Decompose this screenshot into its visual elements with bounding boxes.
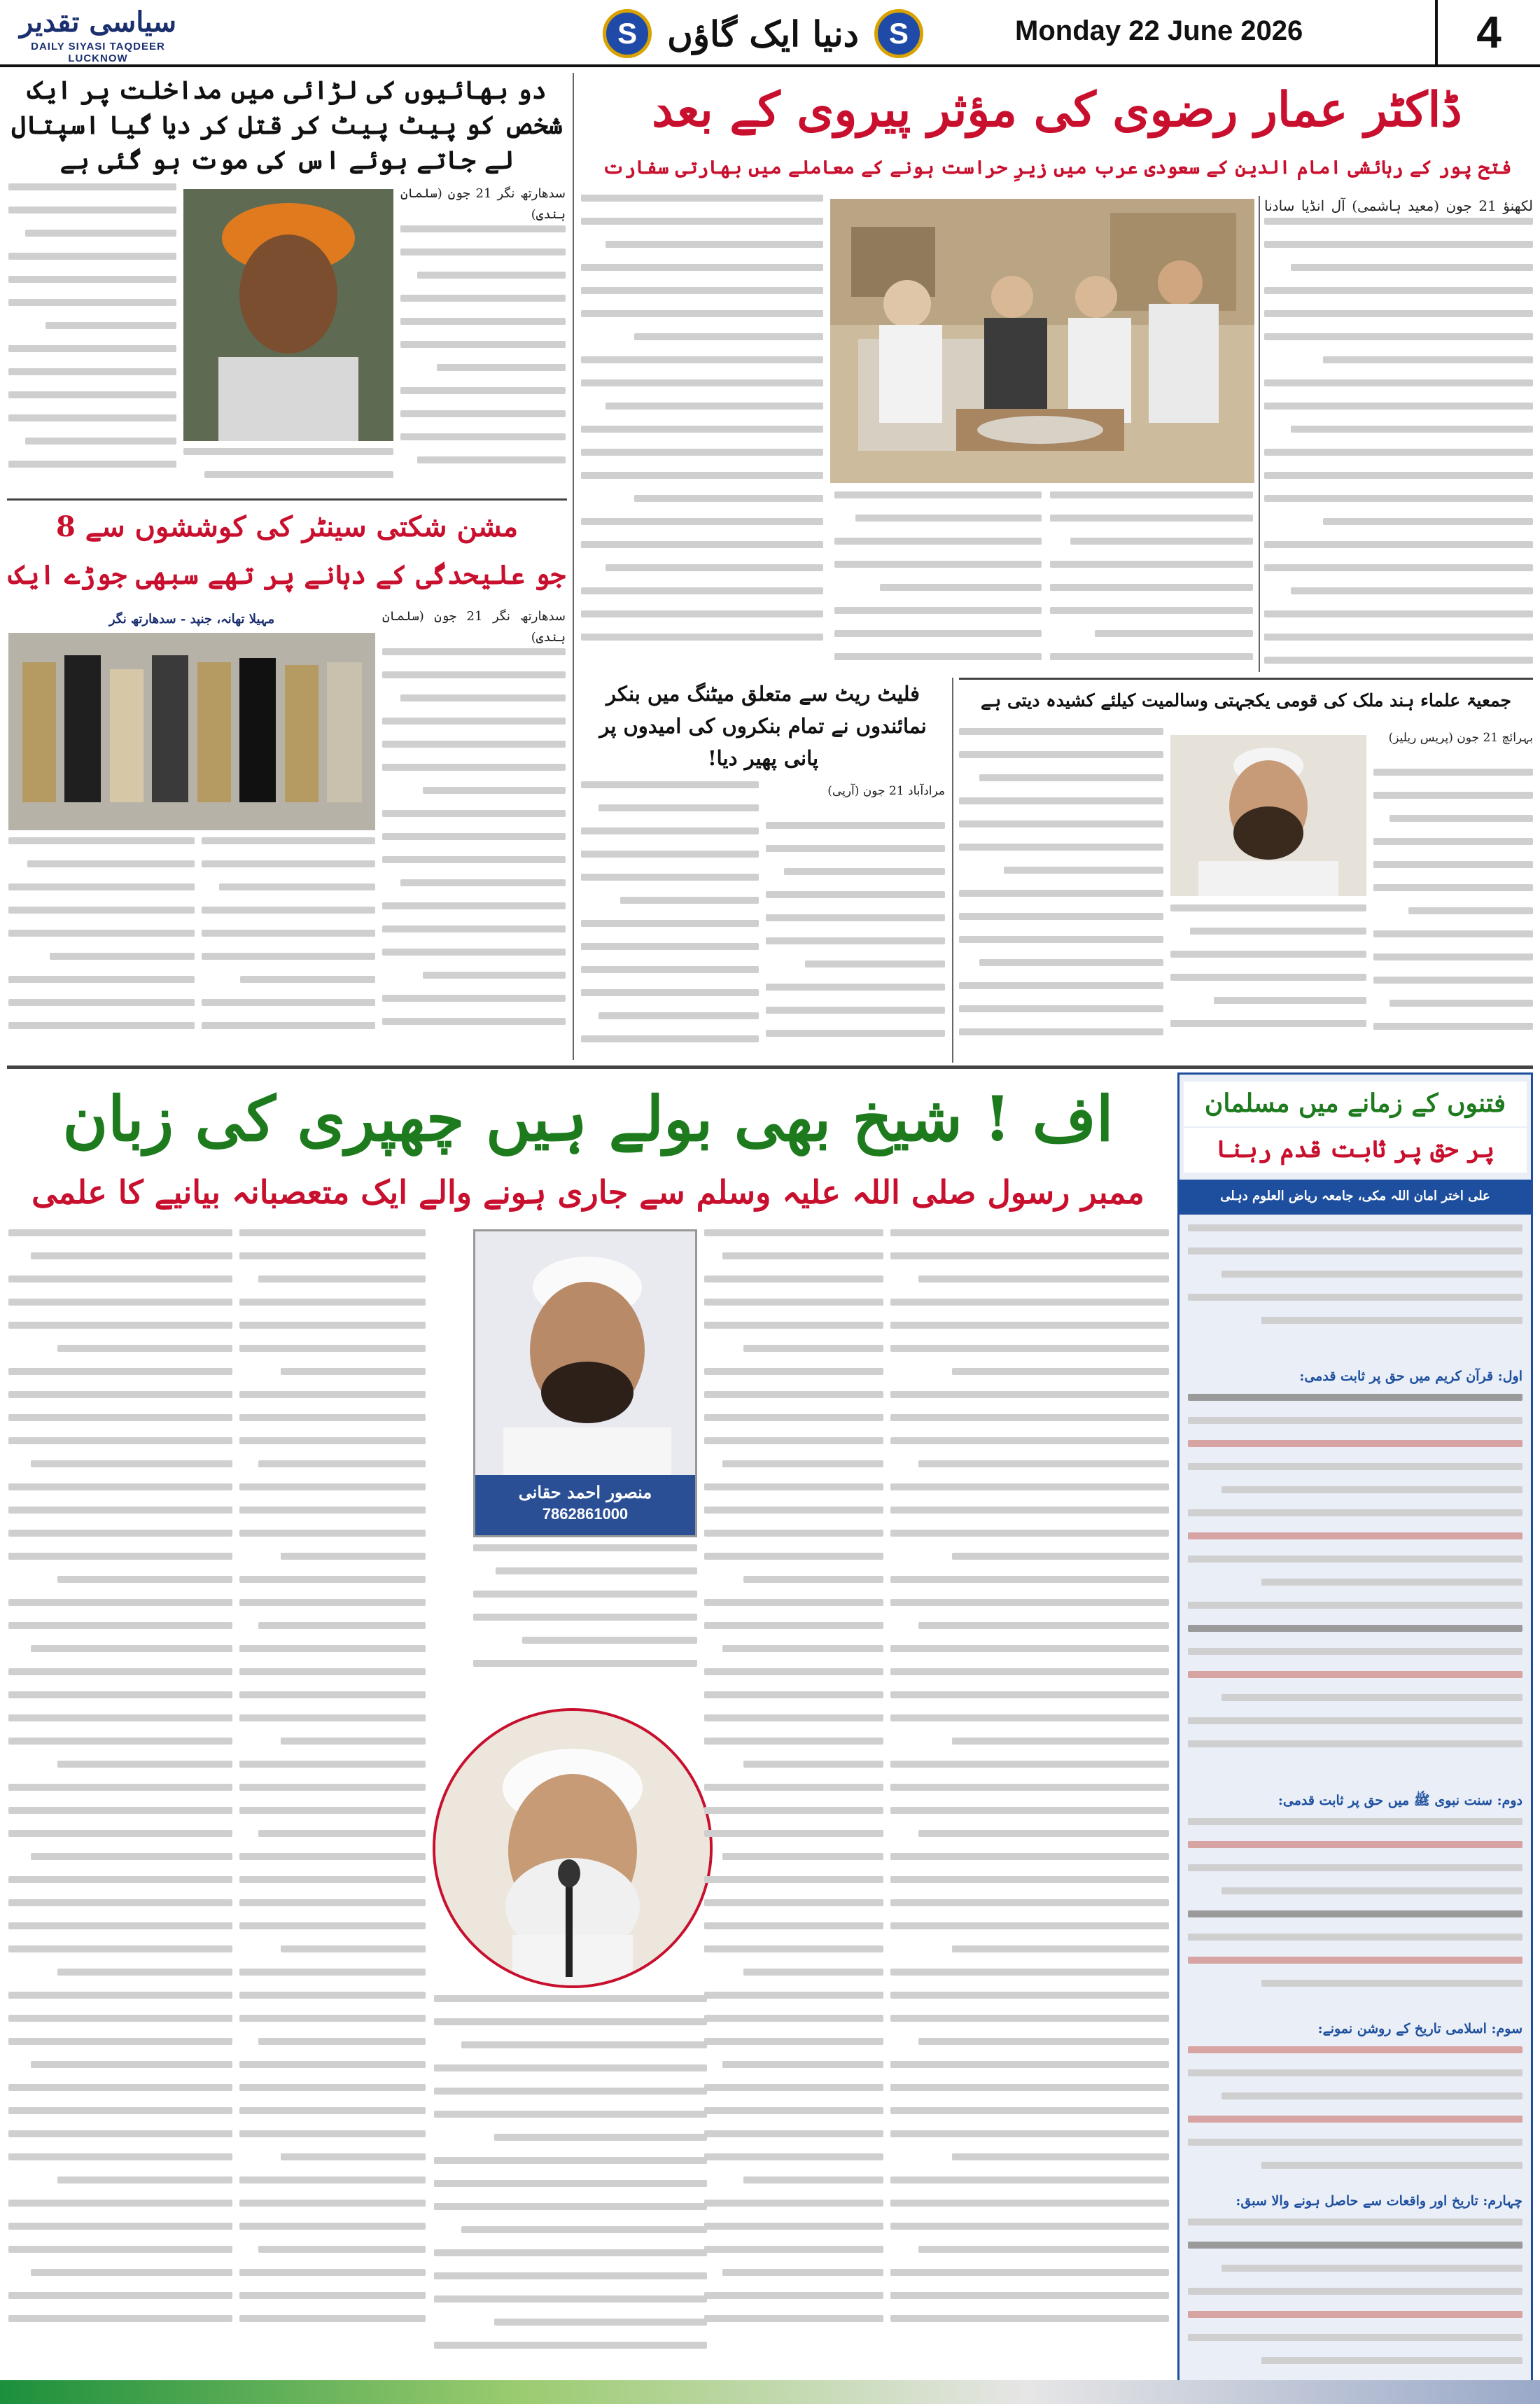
- lead-column-2: [1050, 491, 1253, 671]
- sheikh-column-6: [8, 1229, 232, 2377]
- column-rule: [952, 678, 953, 1063]
- brothers-column-1: [400, 183, 566, 491]
- logo-urdu: سیاسی تقدیر: [19, 6, 177, 39]
- flat-rate-column-2: [581, 781, 759, 1063]
- ulema-column-2: [1170, 904, 1366, 1063]
- mission-column-3: [8, 837, 195, 1054]
- lead-photo: [830, 199, 1254, 483]
- column-rule: [1259, 196, 1260, 672]
- lead-column-4: [581, 195, 823, 671]
- sheikh-column-5: [239, 1229, 426, 2377]
- fitna-box: [1177, 1072, 1533, 2396]
- fitna-section-2-body: [1188, 1818, 1522, 2014]
- sheikh-column-4: [434, 1995, 707, 2377]
- fitna-intro: [1188, 1224, 1522, 1364]
- lead-headline: ڈاکٹر عمار رضوی کی مؤثر پیروی کے بعد: [652, 82, 1462, 138]
- sheikh-column-1: [890, 1229, 1169, 2377]
- section-title: دنیا ایک گاؤں: [667, 13, 859, 55]
- victim-portrait-icon: [183, 189, 393, 441]
- brothers-column-3: [183, 448, 393, 497]
- lead-column-1: [1264, 195, 1533, 671]
- brothers-headline: دو بھائیوں کی لڑائی میں مداخلت پر ایک شخص کو پیٹ پیٹ کر قتل کر دیا گیا اسپتال لے جاتے ہوئے اس کی موت ہو گئی ہے: [11, 76, 563, 175]
- issue-date: Monday 22 June 2026: [1015, 15, 1303, 46]
- sheikh-column-3: [473, 1544, 697, 1701]
- speaker-portrait-icon: [435, 1711, 710, 1985]
- ulema-column-3: [959, 728, 1163, 1063]
- mission-subheadline: جو علیحدگی کے دہانے پر تھے سبھی جوڑے ایک: [8, 559, 566, 590]
- sheikh-photo: [433, 1708, 713, 1988]
- fitna-section-4: چہارم: تاریخ اور واقعات سے حاصل ہونے والا سبق:: [1236, 2193, 1522, 2209]
- lead-column-3: [834, 491, 1042, 671]
- ulema-dateline: بہرائچ 21 جون (پریس ریلیز): [1388, 731, 1533, 745]
- lead-dateline: لکھنؤ 21 جون (معید ہاشمی) آل انڈیا سادنا: [1264, 197, 1533, 214]
- fitna-byline-ribbon: [1180, 1180, 1531, 1215]
- fitna-section-2: دوم: سنت نبوی ﷺ میں حق پر ثابت قدمی:: [1278, 1793, 1522, 1808]
- ulema-column-1: [1373, 728, 1533, 1063]
- column-rule: [573, 73, 574, 1060]
- s-emblem-icon: S: [874, 9, 923, 58]
- meeting-photo-icon: [830, 199, 1254, 483]
- fitna-section-3-body: [1188, 2046, 1522, 2186]
- ulema-portrait: [1170, 735, 1366, 896]
- mission-photo-banner: مہیلا تھانہ، جنپد - سدھارتھ نگر: [108, 612, 275, 627]
- brothers-column-2: [8, 183, 176, 491]
- flat-rate-headline: فلیٹ ریٹ سے متعلق میٹنگ میں بنکر نمائندوں نے تمام بنکروں کی امیدوں پر پانی پھیر دیا!: [599, 682, 927, 770]
- sheikh-headline: اف ! شیخ بھی بولے ہیں چھپری کی زبان: [62, 1082, 1114, 1155]
- lead-subheadline: فتح پور کے رہائشی امام الدین کے سعودی عرب میں زیرِ حراست ہونے کے معاملے میں بھارتی سفارت: [602, 157, 1512, 179]
- sheikh-subheadline: ممبر رسول صلی اللہ علیہ وسلم سے جاری ہونے والے ایک متعصبانہ بیانیے کا علمی: [31, 1173, 1144, 1211]
- masthead: [0, 0, 1540, 67]
- story-divider: [959, 678, 1533, 680]
- fitna-section-3: سوم: اسلامی تاریخ کے روشن نمونے:: [1317, 2021, 1522, 2036]
- footer-color-bar: [0, 2380, 1540, 2404]
- ulema-headline: جمعیۃ علماء ہند ملک کی قومی یکجہتی وسالمیت کیلئے کشیدہ دیتی ہے: [980, 690, 1512, 711]
- mission-photo: [8, 606, 375, 830]
- brothers-photo: [183, 189, 393, 441]
- mission-dateline: سدھارتھ نگر 21 جون (سلمان ہندی): [382, 609, 566, 645]
- flat-rate-column-1: [766, 781, 945, 1063]
- s-emblem-icon: S: [603, 9, 652, 58]
- group-photo-icon: [8, 606, 375, 830]
- flat-rate-dateline: مرادآباد 21 جون (آرپی): [827, 784, 945, 798]
- brothers-dateline: سدھارتھ نگر 21 جون (سلمان ہندی): [400, 186, 566, 222]
- fitna-byline: علی اختر امان اللہ مکی، جامعہ ریاض العلوم دہلی: [1220, 1189, 1490, 1203]
- mission-headline: مشن شکتی سینٹر کی کوششوں سے 8: [55, 510, 519, 543]
- cleric-portrait-icon: [1170, 735, 1366, 896]
- page-number: 4: [1435, 0, 1540, 64]
- fitna-headline-2: پر حق پر ثابت قدم رہنا: [1184, 1128, 1527, 1173]
- story-divider: [7, 498, 567, 501]
- fitna-section-1-body: [1188, 1394, 1522, 1786]
- newspaper-logo: [7, 4, 189, 63]
- author-phone: 7862861000: [542, 1505, 629, 1523]
- author-name-plate: [475, 1475, 695, 1535]
- author-portrait-icon: [475, 1231, 697, 1479]
- fitna-section-1: اول: قرآن کریم میں حق پر ثابت قدمی:: [1299, 1369, 1522, 1384]
- author-card: [473, 1229, 697, 1537]
- page-divider: [7, 1065, 1533, 1069]
- fitna-headline-1: فتنوں کے زمانے میں مسلمان: [1184, 1082, 1527, 1126]
- author-name: منصور احمد حقانی: [518, 1482, 652, 1502]
- mission-column-2: [202, 837, 375, 1054]
- logo-english: DAILY SIYASI TAQDEER LUCKNOW: [31, 41, 165, 64]
- fitna-section-4-body: [1188, 2218, 1522, 2389]
- mission-column-1: [382, 606, 566, 1054]
- section-heading: [532, 6, 994, 62]
- sheikh-column-2: [704, 1229, 883, 2377]
